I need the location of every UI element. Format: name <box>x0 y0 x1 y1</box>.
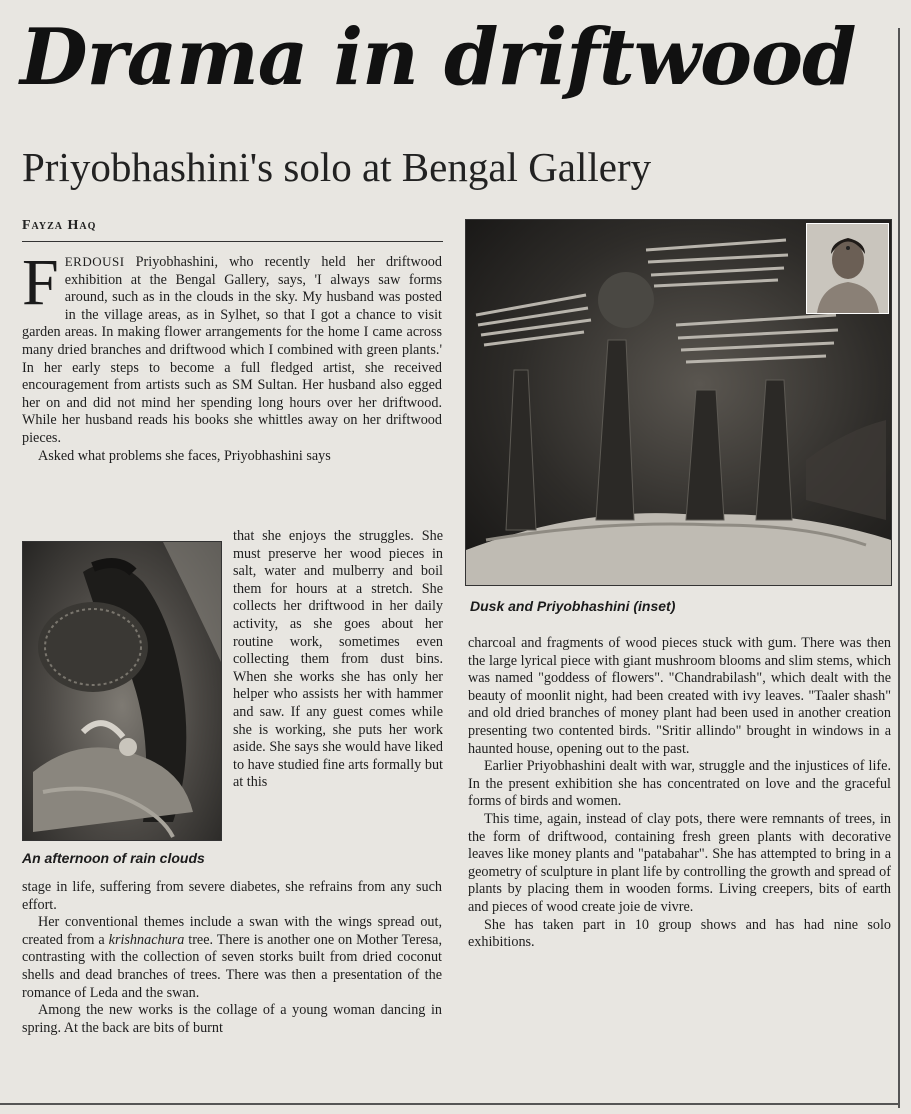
paragraph-2-start: Asked what problems she faces, Priyobhashini says <box>38 447 331 464</box>
paragraph-4: Among the new works is the collage of a young woman dancing in spring. At the back are bits of burnt <box>22 1002 442 1036</box>
drop-cap: F <box>22 246 59 319</box>
paragraph-7: This time, again, instead of clay pots, there were remnants of trees, in the form of driftwood, containing fresh green plants with decorative leaves like money plants and "patabahar". She has attempted to bring in a geometry of sculpture in plant life by controlling the growth and spread of plants by placing them in wooden forms. Living creepers, bits of earth and pieces of wood create joie de vivre. <box>468 810 891 915</box>
paragraph-3-b: tree. There is another one on Mother Teresa, contrasting with the collection of seven storks built from dried coconut shells and dead branches of trees. There was then a presentation of the romance of Leda and the swan. <box>22 931 442 1001</box>
paragraph-3-italic: krishnachura <box>108 931 185 948</box>
driftwood-bird-sculpture-image <box>23 542 221 840</box>
paragraph-3-a: Her conventional themes include a swan with the wings spread out, created from a <box>22 914 442 948</box>
paragraph-3 <box>22 914 442 1002</box>
paragraph-2-wrap: that she enjoys the struggles. She must preserve her wood pieces in salt, water and mulberry and boil them for hours at a stretch. She collects her driftwood in her daily activity, as she goes about her routine work, sometimes even collecting them from dust bins. When she works she has only her helper who assists her with hammer and saw. If any guest comes while she is working, she puts her work aside. She says she would have liked to have studied fine arts formally but at this <box>233 528 443 791</box>
paragraph-6: Earlier Priyobhashini dealt with war, struggle and the injustices of life. In the present exhibition she has concentrated on love and the graceful forms of birds and women. <box>468 758 891 810</box>
byline-rule <box>22 241 443 242</box>
article-column-left-top <box>22 246 442 465</box>
paragraph-1-lead: ERDOUSI <box>64 254 125 269</box>
article-column-left-bottom <box>22 879 442 1037</box>
article-column-left-wrap <box>233 528 443 792</box>
paragraph-1-text: Priyobhashini, who recently held her driftwood exhibition at the Bengal Gallery, says, 'I always saw forms around, such as in the clouds in the sky. My husband was posted in the village areas, as in Sylhet, so that I got a chance to visit garden areas. In making flower arrangements for the home I came across many dried branches and driftwood which I combined with green plants.' In her early steps to become a full fledged artist, she received encouragement from artists such as SM Sultan. Her husband also egged her on and did not mind her spending long hours over her driftwood. While her husband reads his books she whittles away on her driftwood pieces. <box>22 254 442 446</box>
paragraph-8: She has taken part in 10 group shows and has had nine solo exhibitions. <box>468 916 891 951</box>
bottom-rule <box>0 1103 898 1105</box>
inset-portrait-photo <box>806 223 889 314</box>
headline: Drama in driftwood <box>20 12 856 103</box>
portrait-image <box>807 224 888 313</box>
article-column-right <box>468 635 891 952</box>
subheadline: Priyobhashini's solo at Bengal Gallery <box>22 144 652 190</box>
byline: Fayza Haq <box>22 218 97 233</box>
column-rule <box>898 28 900 1108</box>
paragraph-5: charcoal and fragments of wood pieces stuck with gum. There was then the large lyrical piece with giant mushroom blooms and slim stems, which was named "goddess of flowers". "Chandrabilash", which dealt with the beauty of moonlit night, had been created with ivy leaves. "Taaler shash" and old dried branches of money plant had been used in another creation presenting two contented birds. "Sritir allindo" brought in windows in a haunted house, opening out to the past. <box>468 635 891 757</box>
caption-small-photo: An afternoon of rain clouds <box>22 850 205 866</box>
photo-dusk <box>465 219 892 586</box>
photo-afternoon-of-rain-clouds <box>22 541 222 841</box>
paragraph-1 <box>22 246 442 448</box>
caption-main-photo: Dusk and Priyobhashini (inset) <box>470 598 676 614</box>
paragraph-2-end: stage in life, suffering from severe diabetes, she refrains from any such effort. <box>22 879 442 913</box>
